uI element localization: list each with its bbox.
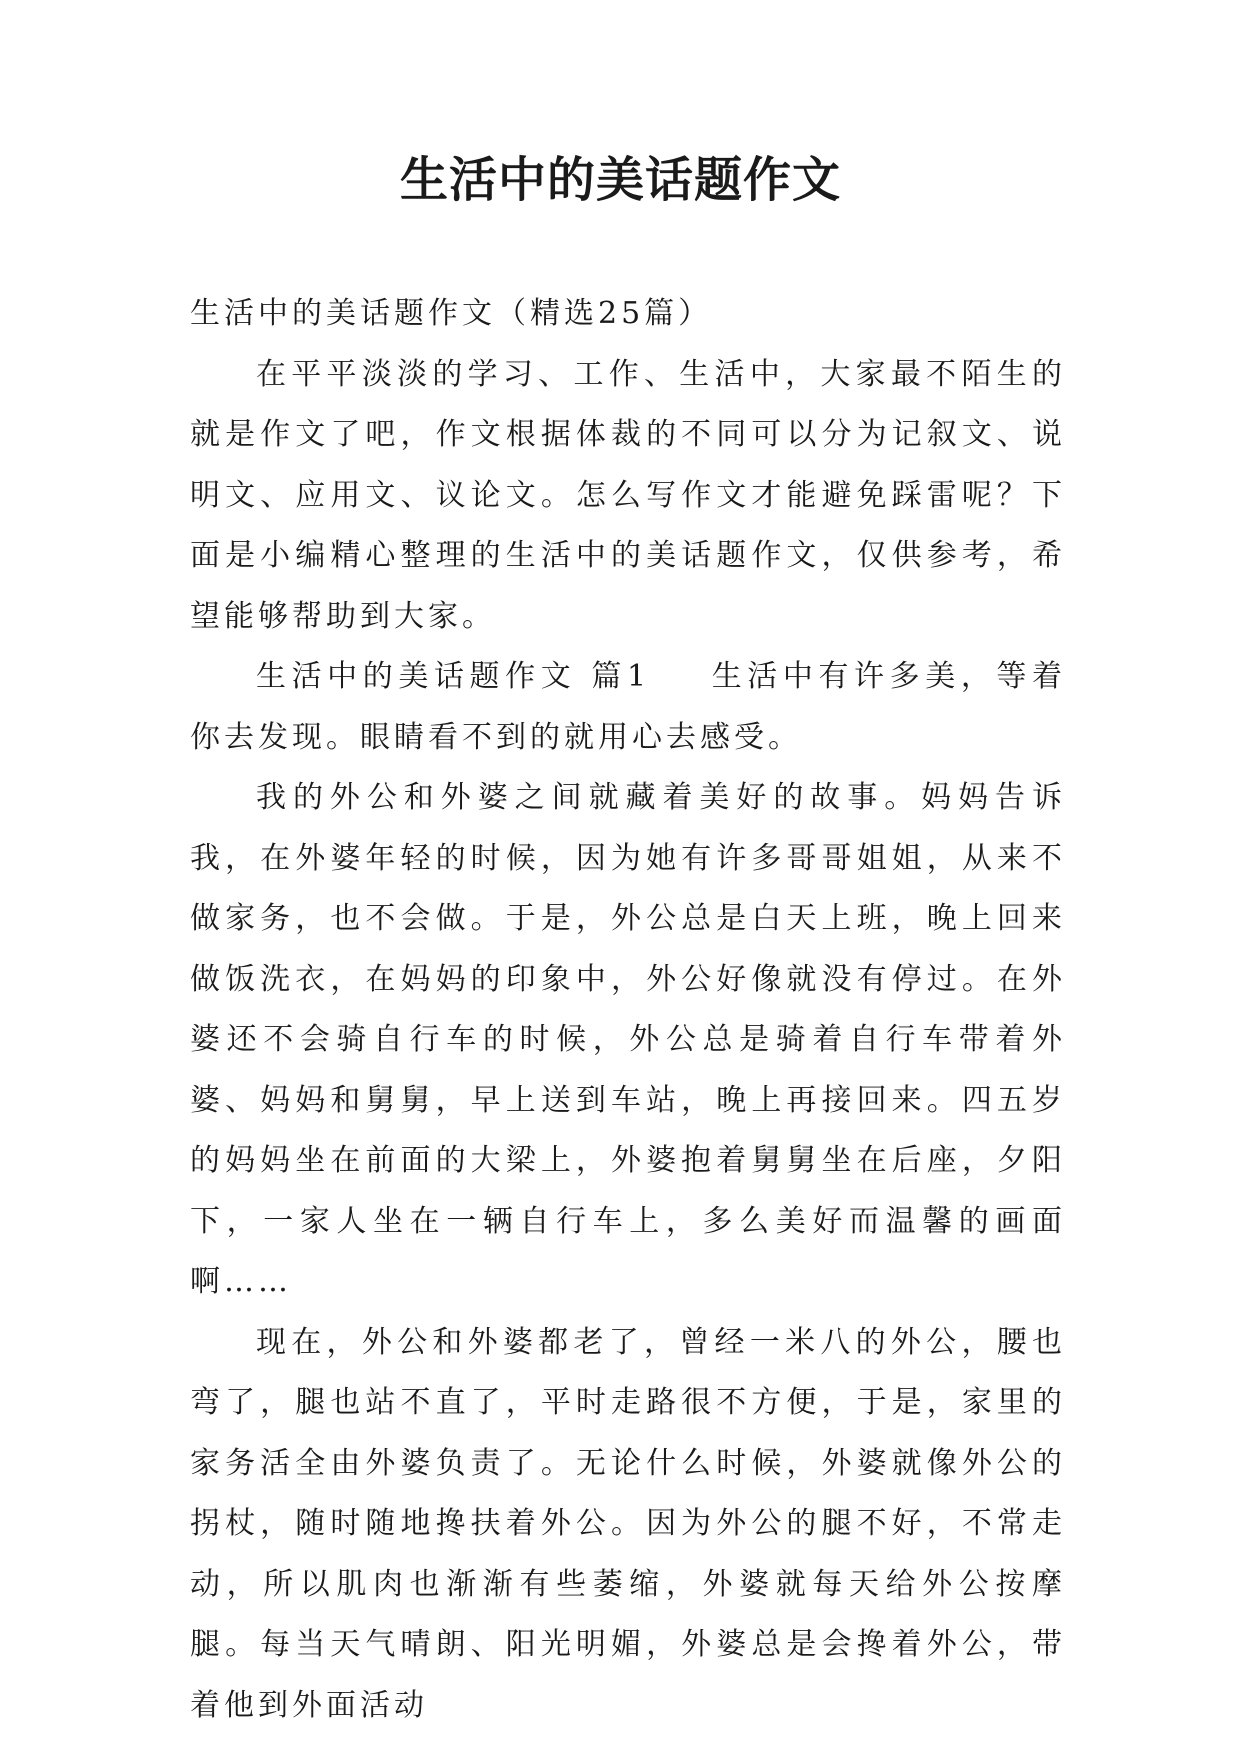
document-title: 生活中的美话题作文 — [399, 152, 841, 208]
section-1-opening: 生活中有许多美，等着你去发现。眼睛看不到的就用心去感受。 — [190, 659, 1067, 755]
section-1-heading: 生活中的美话题作文 篇1 — [256, 659, 651, 694]
body-paragraph: 现在，外公和外婆都老了，曾经一米八的外公，腰也弯了，腿也站不直了，平时走路很不方便，于是，家里的家务活全由外婆负责了。无论什么时候，外婆就像外公的拐杖，随时随地搀扶着外公。因为外公的腿不好，不常走动，所以肌肉也渐渐有些萎缩，外婆就每天给外公按摩腿。每当天气晴朗、阳光明媚，外婆总是会搀着外公，带着他到外面活动 — [190, 1324, 1066, 1723]
subtitle-line: 生活中的美话题作文（精选25篇） — [190, 296, 713, 331]
body-paragraph: 我的外公和外婆之间就藏着美好的故事。妈妈告诉我，在外婆年轻的时候，因为她有许多哥哥姐姐，从来不做家务，也不会做。于是，外公总是白天上班，晚上回来做饭洗衣，在妈妈的印象中，外公好像就没有停过。在外婆还不会骑自行车的时候，外公总是骑着自行车带着外婆、妈妈和舅舅，早上送到车站，晚上再接回来。四五岁的妈妈坐在前面的大梁上，外婆抱着舅舅坐在后座，夕阳下，一家人坐在一辆自行车上，多么美好而温馨的画面啊…… — [190, 780, 1066, 1299]
intro-paragraph: 在平平淡淡的学习、工作、生活中，大家最不陌生的就是作文了吧，作文根据体裁的不同可以分为记叙文、说明文、应用文、议论文。怎么写作文才能避免踩雷呢？下面是小编精心整理的生活中的美话题作文，仅供参考，希望能够帮助到大家。 — [190, 356, 1066, 634]
section-1-paragraph — [190, 647, 1066, 768]
document-body — [190, 284, 1066, 1736]
